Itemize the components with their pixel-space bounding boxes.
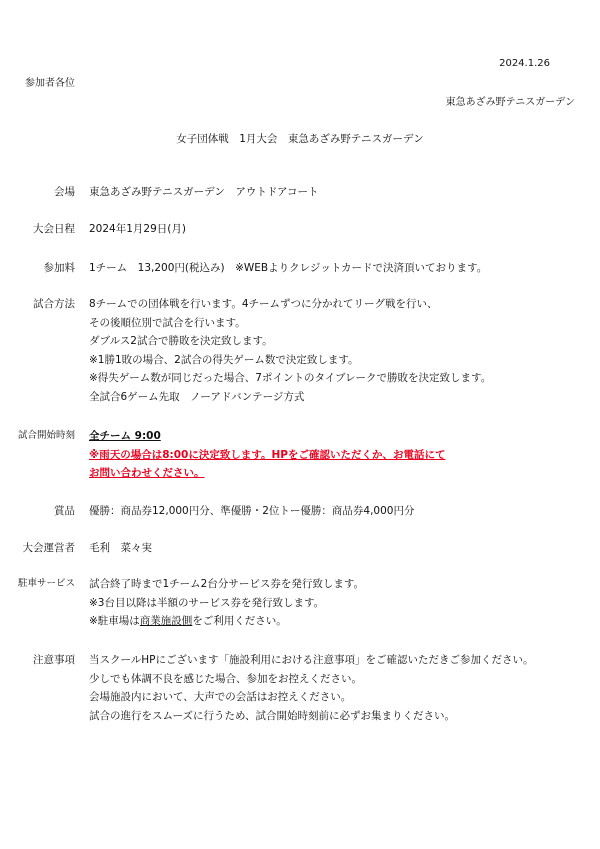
notes-label: 注意事項: [33, 654, 75, 666]
format-line: その後順位別で試合を行います。: [89, 316, 246, 329]
commercial-facility-link[interactable]: 商業施設側: [139, 615, 193, 628]
format-line: ※1勝1敗の場合、2試合の得失ゲーム数で決定致します。: [89, 353, 359, 366]
parking-line-prefix: ※駐車場は: [89, 615, 140, 628]
parking-line-suffix: をご利用ください。: [192, 615, 287, 628]
document-date: 2024.1.26: [499, 58, 550, 69]
venue-value: 東急あざみ野テニスガーデン アウトドアコート: [89, 186, 319, 198]
schedule-value: 2024年1月29日(月): [89, 223, 186, 235]
addressee: 参加者各位: [25, 78, 75, 89]
rain-notice-line: お問い合わせください。: [89, 467, 205, 480]
parking-line: 試合終了時まで1チーム2台分サービス券を発行致します。: [89, 578, 365, 590]
format-line: ※得失ゲーム数が同じだった場合、7ポイントのタイブレークで勝敗を決定致します。: [89, 372, 492, 385]
format-line: 全試合6ゲーム先取 ノーアドバンテージ方式: [89, 390, 305, 403]
sender-name: 東急あざみ野テニスガーデン: [445, 97, 575, 108]
schedule-label: 大会日程: [33, 223, 75, 235]
fee-label: 参加料: [43, 262, 75, 274]
parking-line: [89, 615, 594, 634]
parking-label: 駐車サービス: [17, 578, 75, 589]
prizes-value: 優勝：商品券12,000円分、準優勝・2位トー優勝：商品券4,000円分: [89, 505, 415, 517]
fee-value: 1チーム 13,200円(税込み) ※WEBよりクレジットカードで決済頂いております。: [89, 262, 488, 274]
start-time-label: 試合開始時刻: [17, 430, 75, 441]
notes-line: 試合の進行をスムーズに行うため、試合開始時刻前に必ずお集まりください。: [89, 709, 456, 722]
organizer-value: 毛利 菜々実: [89, 542, 152, 554]
organizer-label: 大会運営者: [22, 542, 75, 554]
format-line: ダブルス2試合で勝敗を決定致します。: [89, 335, 273, 348]
notes-line: 少しでも体調不良を感じた場合、参加をお控えください。: [89, 672, 362, 685]
prizes-label: 賞品: [54, 505, 75, 517]
start-time-value: 全チーム 9:00: [89, 430, 161, 442]
parking-line: ※3台目以降は半額のサービス券を発行致します。: [89, 596, 325, 609]
rain-notice-line: ※雨天の場合は8:00に決定致します。HPをご確認いただくか、お電話にて: [89, 448, 446, 461]
notes-line: 当スクールHPにございます「施設利用における注意事項」をご確認いただきご参加ください。: [89, 654, 534, 666]
notes-line: 会場施設内において、大声での会話はお控えください。: [89, 691, 352, 704]
document-title: 女子団体戦 1月大会 東急あざみ野テニスガーデン: [176, 133, 424, 145]
format-label: 試合方法: [33, 298, 75, 310]
venue-label: 会場: [54, 186, 75, 198]
format-line: 8チームでの団体戦を行います。4チームずつに分かれてリーグ戦を行い、: [89, 298, 438, 310]
